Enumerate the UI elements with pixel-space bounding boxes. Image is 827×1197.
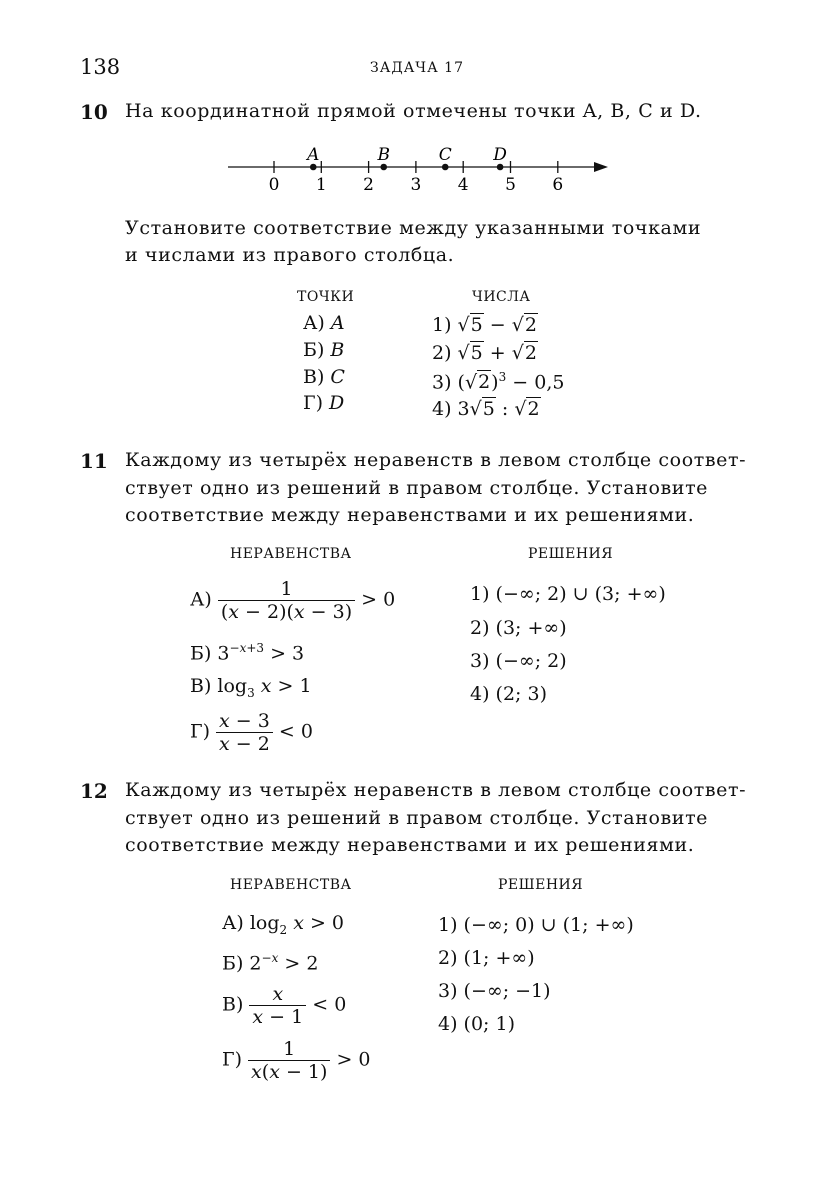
task-11-right-3: 3) (−∞; 2): [470, 650, 567, 672]
task-12-left-b: Б) $2^{-x} > 2$: [222, 951, 319, 975]
task-12-right-header: РЕШЕНИЯ: [498, 877, 584, 893]
tick-label-6: 6: [552, 175, 564, 195]
tick-label-2: 2: [363, 175, 375, 195]
page-number: 138: [80, 55, 121, 79]
task-12-left-c: В) $\frac{x}{x - 1}$ < 0: [222, 983, 347, 1028]
task-11-right-1: 1) (−∞; 2) ∪ (3; +∞): [470, 583, 666, 605]
tick-label-0: 0: [268, 175, 280, 195]
task-11-line-1: Каждому из четырёх неравенств в левом столбце соответ-: [125, 449, 747, 471]
task-10-left-b: Б) B: [303, 339, 345, 361]
task-11-right-2: 2) (3; +∞): [470, 617, 567, 639]
task-10-instruction-2: и числами из правого столбца.: [125, 244, 455, 266]
task-10-right-1: 1) √5 − √2: [432, 314, 537, 336]
task-11-left-d: Г) $\frac{x - 3}{x - 2}$ < 0: [190, 710, 313, 755]
point-label-d: D: [493, 145, 507, 165]
task-10-right-3: 3) $(√2)^3 - 0,5$: [432, 370, 565, 394]
tick-label-3: 3: [410, 175, 422, 195]
task-11-left-b: Б) $3^{-x+3} > 3$: [190, 641, 305, 665]
point-label-c: C: [438, 145, 452, 165]
task-11-line-2: ствует одно из решений в правом столбце. Установите: [125, 477, 709, 499]
task-11-left-header: НЕРАВЕНСТВА: [230, 546, 352, 562]
task-11-line-3: соответствие между неравенствами и их решениями.: [125, 504, 695, 526]
task-10-left-d: Г) D: [303, 392, 345, 414]
point-label-b: B: [377, 145, 390, 165]
number-line: [220, 140, 620, 200]
tick-label-5: 5: [505, 175, 516, 195]
point-label-a: A: [307, 145, 320, 165]
task-10-left-header: ТОЧКИ: [297, 289, 355, 305]
task-10-intro: На координатной прямой отмечены точки A, B, C и D.: [125, 100, 702, 122]
task-12-right-3: 3) (−∞; −1): [438, 980, 551, 1002]
task-12-left-d: Г) $\frac{1}{x(x - 1)}$ > 0: [222, 1038, 371, 1083]
task-11-number: 11: [80, 449, 108, 473]
task-11-right-header: РЕШЕНИЯ: [528, 546, 614, 562]
task-12-line-1: Каждому из четырёх неравенств в левом столбце соответ-: [125, 779, 747, 801]
task-10-right-4: 4) 3√5 : √2: [432, 398, 540, 420]
task-12-right-1: 1) (−∞; 0) ∪ (1; +∞): [438, 914, 634, 936]
task-11-left-a: А) $\frac{1}{(x - 2)(x - 3)}$ > 0: [190, 578, 396, 623]
task-10-left-a: А) A: [303, 312, 345, 334]
task-10-number: 10: [80, 100, 108, 124]
number-line-arrow: [594, 162, 608, 172]
task-12-right-4: 4) (0; 1): [438, 1013, 515, 1035]
task-12-left-header: НЕРАВЕНСТВА: [230, 877, 352, 893]
task-12-line-3: соответствие между неравенствами и их решениями.: [125, 834, 695, 856]
task-10-right-header: ЧИСЛА: [472, 289, 531, 305]
task-12-right-2: 2) (1; +∞): [438, 947, 535, 969]
task-11-left-c: В) $\log_3 x > 1$: [190, 675, 312, 700]
task-10-right-2: 2) √5 + √2: [432, 342, 537, 364]
task-12-line-2: ствует одно из решений в правом столбце. Установите: [125, 807, 709, 829]
tick-label-4: 4: [457, 175, 469, 195]
task-10-left-c: В) C: [303, 366, 345, 388]
tick-label-1: 1: [315, 175, 327, 195]
task-10-instruction-1: Установите соответствие между указанными точками: [125, 217, 702, 239]
task-11-right-4: 4) (2; 3): [470, 683, 547, 705]
task-12-left-a: А) $\log_2 x > 0$: [222, 912, 345, 937]
task-12-number: 12: [80, 779, 108, 803]
running-title: ЗАДАЧА 17: [370, 60, 464, 76]
